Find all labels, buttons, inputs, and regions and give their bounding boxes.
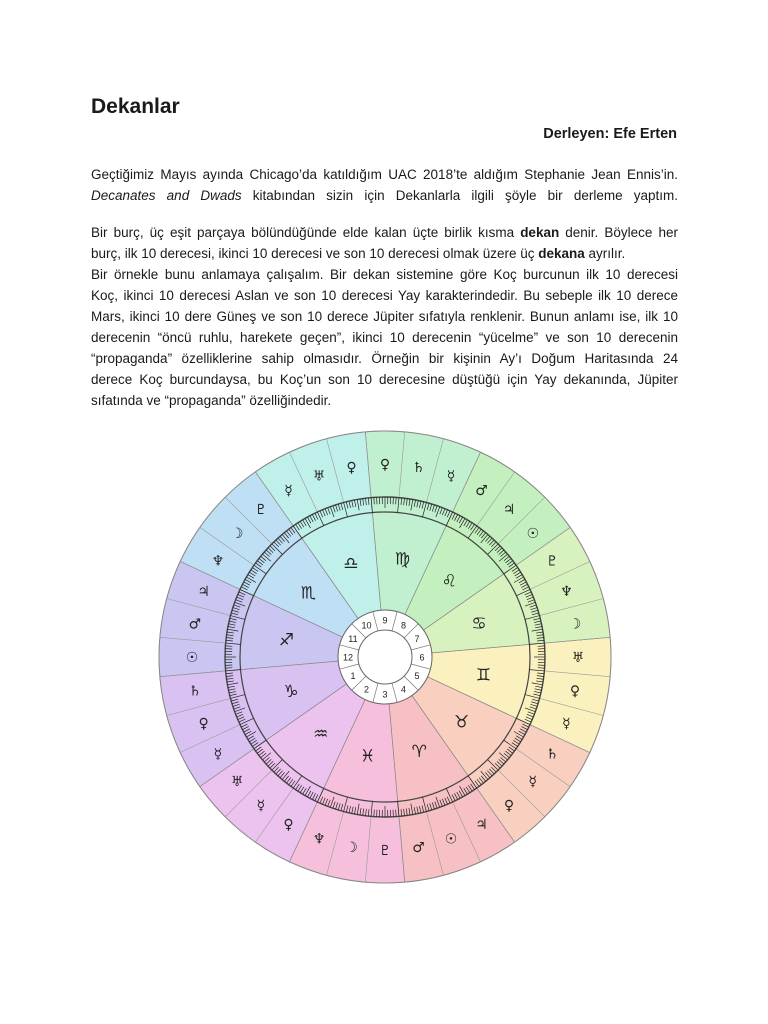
- zodiac-sign-glyph: ♉: [453, 712, 470, 733]
- decan-ruler-glyph: ☿: [213, 746, 223, 763]
- intro-line-1: Geçtiğimiz Mayıs ayında Chicago’da katıldığım UAC 2018’te aldığım Stephanie Jean Ennis’in.: [91, 167, 678, 182]
- definition-text-2: denir. Böylece her burç, ilk 10 derecesi, ikinci 10 derecesi ve son 10 derecesi olmak üzere üç: [91, 225, 678, 261]
- decan-ruler-glyph: ♃: [197, 583, 210, 600]
- decan-ruler-glyph: ☽: [568, 616, 582, 633]
- decan-ruler-glyph: ☿: [446, 468, 456, 485]
- zodiac-sign-glyph: ♎: [343, 554, 359, 575]
- author-byline: Derleyen: Efe Erten: [543, 126, 677, 142]
- house-number: 11: [348, 634, 358, 644]
- decan-ruler-glyph: ☿: [256, 797, 266, 814]
- definition-term-dekana: dekana: [538, 246, 585, 261]
- decan-ruler-glyph: ♀: [379, 457, 391, 473]
- example-line: derece Koç burcundaysa, bu Koç’un son 10 derecesine düştüğü için Yay dekanında, Jüpiter: [91, 372, 678, 387]
- decan-ruler-glyph: ♂: [188, 616, 202, 633]
- zodiac-sign-glyph: ♈: [411, 741, 427, 762]
- decan-ruler-glyph: ♅: [312, 468, 326, 485]
- decan-ruler-glyph: ♃: [475, 817, 488, 834]
- house-number: 4: [400, 684, 407, 695]
- decan-ruler-glyph: ♇: [254, 502, 268, 519]
- zodiac-sign-glyph: ♊: [475, 665, 492, 686]
- decan-ruler-glyph: ♀: [569, 683, 581, 700]
- decan-ruler-glyph: ☿: [562, 716, 571, 733]
- decan-ruler-glyph: ☽: [345, 840, 358, 857]
- house-number: 7: [414, 634, 420, 644]
- example-paragraph: [91, 264, 678, 411]
- house-number: 2: [363, 684, 370, 695]
- decan-ruler-glyph: ♆: [560, 583, 573, 600]
- decan-ruler-glyph: ♂: [412, 840, 425, 857]
- decan-ruler-glyph: ♇: [545, 553, 559, 570]
- decan-ruler-glyph: ☉: [526, 525, 540, 542]
- center-circle: [358, 630, 412, 684]
- decan-ruler-glyph: ♆: [211, 553, 225, 570]
- decan-ruler-glyph: ☽: [230, 525, 244, 542]
- zodiac-sign-glyph: ♋: [471, 613, 487, 634]
- page-title: Dekanlar: [91, 95, 180, 118]
- decan-ruler-glyph: ☿: [528, 774, 538, 791]
- house-number: 6: [419, 652, 425, 663]
- definition-text-1: Bir burç, üç eşit parçaya bölündüğünde elde kalan üçte birlik kısma: [91, 225, 521, 240]
- zodiac-sign-glyph: ♏: [300, 583, 317, 604]
- definition-text-3: ayrılır.: [584, 246, 626, 261]
- decan-ruler-glyph: ☿: [284, 482, 293, 499]
- house-number: 12: [342, 652, 354, 663]
- zodiac-sign-glyph: ♑: [283, 682, 299, 703]
- definition-paragraph: [91, 222, 678, 264]
- decan-ruler-glyph: ♀: [283, 817, 294, 834]
- book-title: Decanates and Dwads: [91, 188, 242, 203]
- zodiac-sign-glyph: ♒: [313, 724, 329, 745]
- zodiac-sign-glyph: ♍: [394, 549, 410, 570]
- decan-ruler-glyph: ♄: [188, 683, 202, 700]
- decan-ruler-glyph: ♀: [503, 797, 515, 814]
- example-line: sıfatında ve “propaganda” özelliğindedir.: [91, 393, 332, 408]
- decan-ruler-glyph: ♇: [378, 843, 392, 859]
- zodiac-sign-glyph: ♓: [360, 746, 376, 767]
- example-line: derecenin “öncü ruhlu, harekete geçen”, ikinci 10 derecenin “yücelme” ve son 10 derecenin: [91, 330, 678, 345]
- decan-zodiac-wheel: [158, 417, 612, 897]
- decan-ruler-glyph: ♄: [412, 459, 425, 476]
- intro-paragraph: [91, 164, 678, 206]
- zodiac-sign-glyph: ♌: [441, 571, 457, 592]
- decan-ruler-glyph: ☉: [444, 831, 458, 848]
- intro-line-2: [91, 185, 678, 206]
- house-number: 1: [350, 671, 356, 681]
- example-line: Bir örnekle bunu anlamaya çalışalım. Bir dekan sistemine göre Koç burcunun ilk 10 derecesi: [91, 267, 678, 282]
- decan-ruler-glyph: ♅: [230, 774, 244, 791]
- decan-ruler-glyph: ♀: [198, 716, 209, 733]
- definition-term-dekan: dekan: [520, 225, 560, 240]
- example-line: Koç, ikinci 10 derecesi Aslan ve son 10 derecesi Yay karakterindedir. Bu sebeple ilk 10 derece: [91, 288, 678, 303]
- decan-ruler-glyph: ♅: [571, 650, 585, 666]
- house-number: 10: [361, 620, 372, 631]
- decan-ruler-glyph: ♀: [346, 459, 357, 476]
- house-number: 5: [414, 671, 420, 681]
- decan-ruler-glyph: ♂: [475, 482, 488, 499]
- decan-ruler-glyph: ♃: [502, 502, 516, 519]
- intro-line-2-rest: kitabından sizin için Dekanlarla ilgili şöyle bir derleme yaptım.: [241, 188, 678, 203]
- house-number: 8: [400, 620, 407, 631]
- decan-ruler-glyph: ♄: [545, 746, 559, 763]
- decan-ruler-glyph: ☉: [185, 650, 199, 666]
- house-number: 9: [382, 615, 388, 626]
- decan-ruler-glyph: ♆: [312, 831, 326, 848]
- zodiac-sign-glyph: ♐: [278, 630, 295, 651]
- house-number: 3: [382, 689, 388, 700]
- example-line: Mars, ikinci 10 dere Güneş ve son 10 derece Jüpiter sıfatıyla renklenir. Bunun anlamı ise, ilk 10: [91, 309, 678, 324]
- example-line: “propaganda” özelliklerine sahip olmasıdır. Örneğin bir kişinin Ay’ı Doğum Haritasında 24: [91, 351, 678, 366]
